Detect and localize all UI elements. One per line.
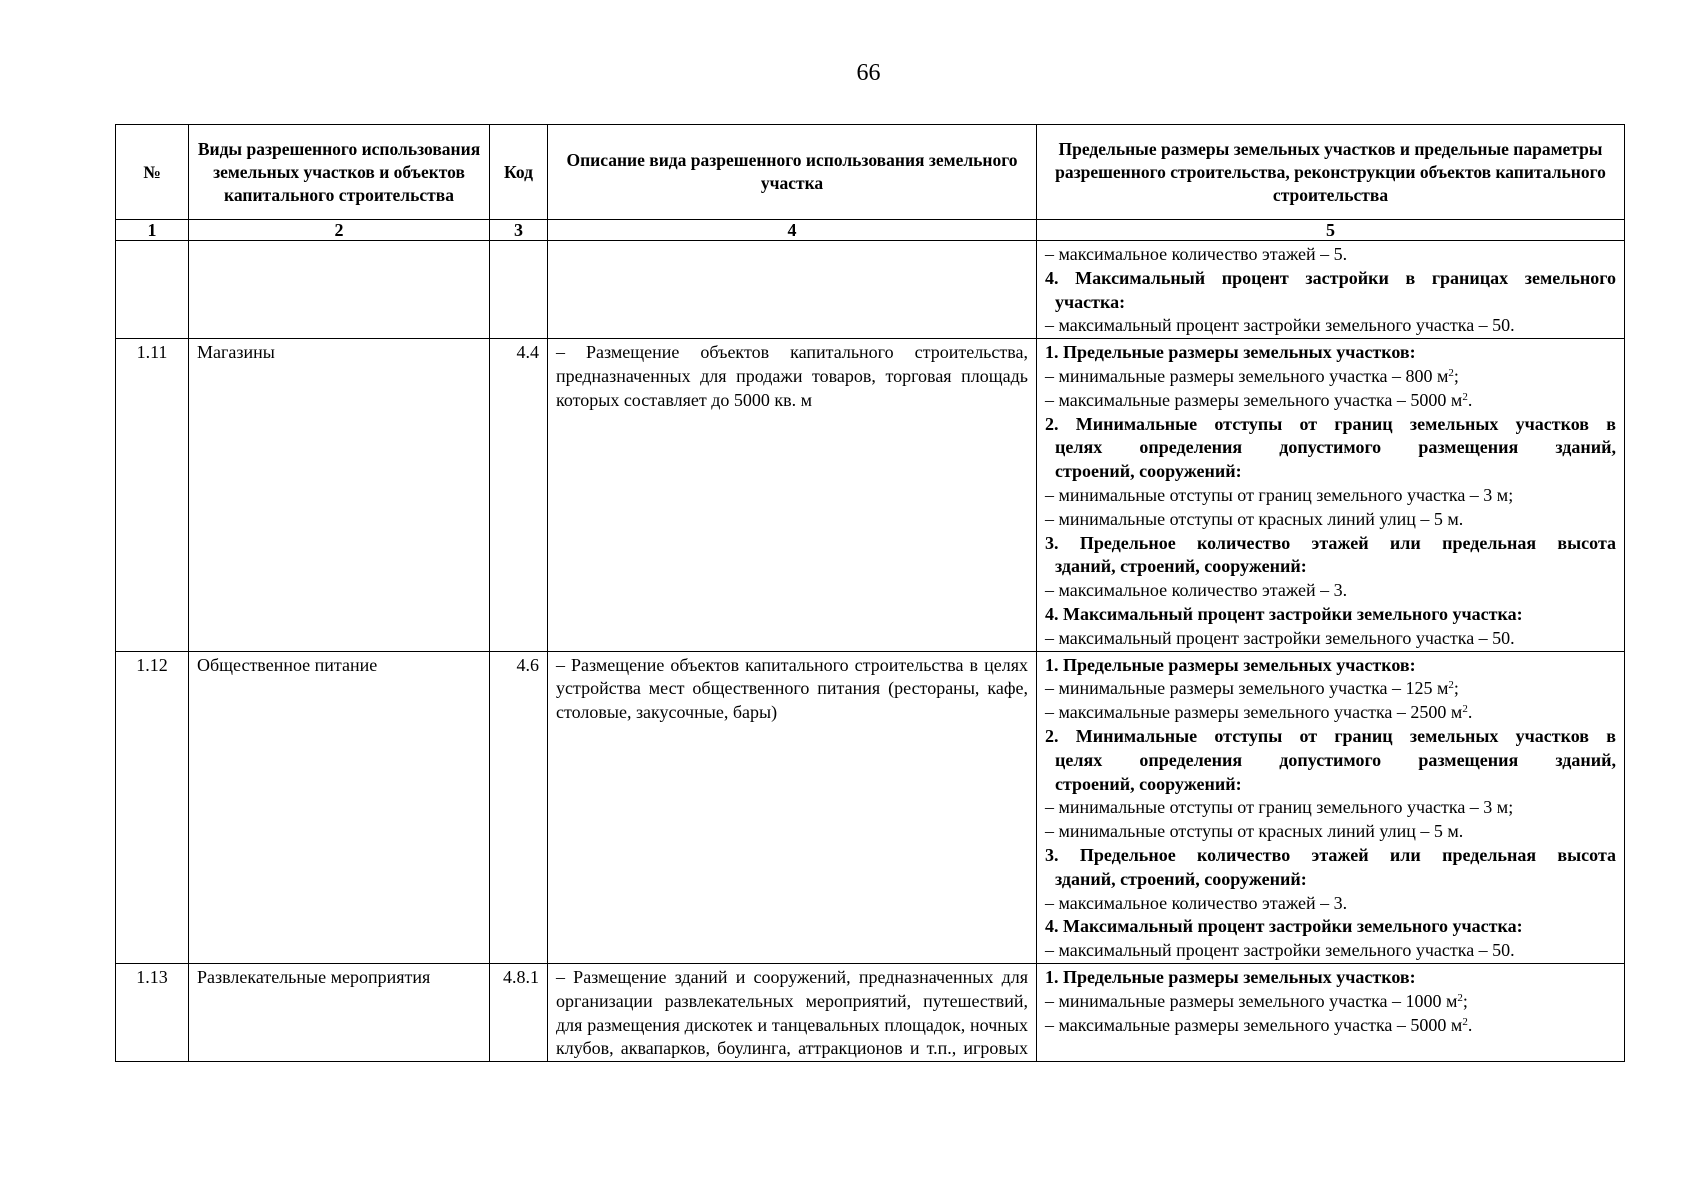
limit-line: – минимальные отступы от границ земельного участка – 3 м; xyxy=(1045,797,1514,818)
punctuation: . xyxy=(1467,389,1473,410)
limit-line: – максимальное количество этажей – 3. xyxy=(1045,892,1348,913)
row-code xyxy=(490,241,548,339)
row-limits xyxy=(1037,241,1625,339)
limit-heading: 4. Максимальный процент застройки земельного участка: xyxy=(1045,603,1523,624)
limit-text: – минимальные размеры земельного участка – 800 м xyxy=(1045,365,1449,386)
row-description: – Размещение объектов капитального строительства в целях устройства мест общественного питания (рестораны, кафе, столовые, закусочные, бары) xyxy=(548,651,1037,963)
row-name: Развлекательные мероприятия xyxy=(189,963,490,1061)
limit-text: – максимальные размеры земельного участка – 2500 м xyxy=(1045,702,1463,723)
limit-line: – максимальное количество этажей – 5. xyxy=(1045,244,1348,264)
limit-text: – максимальные размеры земельного участка – 5000 м xyxy=(1045,389,1463,410)
limit-heading: зданий, строений, сооружений: xyxy=(1055,556,1307,577)
row-description: – Размещение объектов капитального строительства, предназначенных для продажи товаров, торговая площадь которых составляет до 5000 кв. м xyxy=(548,339,1037,651)
page-number: 66 xyxy=(856,60,881,86)
limit-heading: 1. Предельные размеры земельных участков: xyxy=(1045,654,1416,675)
limit-line: – максимальный процент застройки земельного участка – 50. xyxy=(1045,627,1515,648)
column-number: 3 xyxy=(490,220,548,241)
limit-heading: 2. Минимальные отступы от границ земельных участков в xyxy=(1045,725,1616,746)
column-number-row xyxy=(116,220,1625,241)
limit-line xyxy=(1045,1014,1616,1038)
limit-heading: 1. Предельные размеры земельных участков: xyxy=(1045,342,1416,363)
limit-line: – минимальные отступы от красных линий улиц – 5 м. xyxy=(1045,821,1464,842)
column-number: 2 xyxy=(189,220,490,241)
punctuation: ; xyxy=(1453,678,1459,699)
header-description: Описание вида разрешенного использования земельного участка xyxy=(548,125,1037,220)
limit-line: – максимальный процент застройки земельного участка – 50. xyxy=(1045,940,1515,961)
limit-heading: строений, сооружений: xyxy=(1055,773,1242,794)
superscript: 2 xyxy=(1462,703,1468,716)
row-number: 1.11 xyxy=(116,339,189,651)
limit-line xyxy=(1045,365,1616,389)
limit-heading: зданий, строений, сооружений: xyxy=(1055,868,1307,889)
limit-text: – максимальные размеры земельного участка – 5000 м xyxy=(1045,1014,1463,1035)
limit-line: – минимальные отступы от границ земельного участка – 3 м; xyxy=(1045,484,1514,505)
header-no: № xyxy=(116,125,189,220)
limit-heading: 2. Минимальные отступы от границ земельных участков в xyxy=(1045,413,1616,434)
superscript: 2 xyxy=(1462,390,1468,403)
limit-heading: строений, сооружений: xyxy=(1055,461,1242,482)
limit-heading: 3. Предельное количество этажей или предельная высота xyxy=(1045,532,1616,553)
limit-line: – максимальный процент застройки земельного участка – 50. xyxy=(1045,315,1515,336)
limit-heading: 4. Максимальный процент застройки земельного участка: xyxy=(1045,916,1523,937)
row-description: – Размещение зданий и сооружений, предназначенных для организации развлекательных мероприятий, путешествий, для размещения дискотек и танцевальных площадок, ночных клубов, аквапарков, боулинга, аттракционов и т.п., игровых xyxy=(548,963,1037,1061)
row-limits xyxy=(1037,963,1625,1061)
limit-heading: 4. Максимальный процент застройки в границах земельного xyxy=(1045,267,1616,288)
superscript: 2 xyxy=(1448,679,1454,692)
row-limits xyxy=(1037,651,1625,963)
row-limits xyxy=(1037,339,1625,651)
table-row xyxy=(116,963,1625,1061)
row-number: 1.12 xyxy=(116,651,189,963)
table-row xyxy=(116,241,1625,339)
superscript: 2 xyxy=(1457,991,1463,1004)
limit-heading: целях определения допустимого размещения зданий, xyxy=(1055,749,1616,770)
header-types: Виды разрешенного использования земельных участков и объектов капитального строительства xyxy=(189,125,490,220)
row-code: 4.8.1 xyxy=(490,963,548,1061)
row-name xyxy=(189,241,490,339)
limit-heading: участка: xyxy=(1055,291,1126,312)
header-limits: Предельные размеры земельных участков и предельные параметры разрешенного строительства, реконструкции объектов капитального строительства xyxy=(1037,125,1625,220)
row-name: Общественное питание xyxy=(189,651,490,963)
punctuation: . xyxy=(1467,1014,1473,1035)
table-row xyxy=(116,339,1625,651)
header-code: Код xyxy=(490,125,548,220)
limit-text: – минимальные размеры земельного участка – 125 м xyxy=(1045,678,1449,699)
row-code: 4.6 xyxy=(490,651,548,963)
limit-heading: 3. Предельное количество этажей или предельная высота xyxy=(1045,844,1616,865)
limit-line xyxy=(1045,701,1616,725)
table-row xyxy=(116,651,1625,963)
row-number: 1.13 xyxy=(116,963,189,1061)
row-description xyxy=(548,241,1037,339)
limit-line: – минимальные отступы от красных линий улиц – 5 м. xyxy=(1045,508,1464,529)
limit-line xyxy=(1045,990,1616,1014)
punctuation: . xyxy=(1467,702,1473,723)
limit-heading: 1. Предельные размеры земельных участков: xyxy=(1045,966,1416,987)
limit-text: – минимальные размеры земельного участка – 1000 м xyxy=(1045,990,1458,1011)
column-number: 1 xyxy=(116,220,189,241)
superscript: 2 xyxy=(1448,366,1454,379)
punctuation: ; xyxy=(1453,365,1459,386)
column-number: 4 xyxy=(548,220,1037,241)
limit-line xyxy=(1045,389,1616,413)
punctuation: ; xyxy=(1462,990,1468,1011)
limit-line xyxy=(1045,677,1616,701)
row-name: Магазины xyxy=(189,339,490,651)
column-number: 5 xyxy=(1037,220,1625,241)
zoning-table xyxy=(115,124,1625,1062)
limit-heading: целях определения допустимого размещения зданий, xyxy=(1055,437,1616,458)
row-code: 4.4 xyxy=(490,339,548,651)
limit-line: – максимальное количество этажей – 3. xyxy=(1045,580,1348,601)
header-row xyxy=(116,125,1625,220)
superscript: 2 xyxy=(1462,1015,1468,1028)
row-number xyxy=(116,241,189,339)
